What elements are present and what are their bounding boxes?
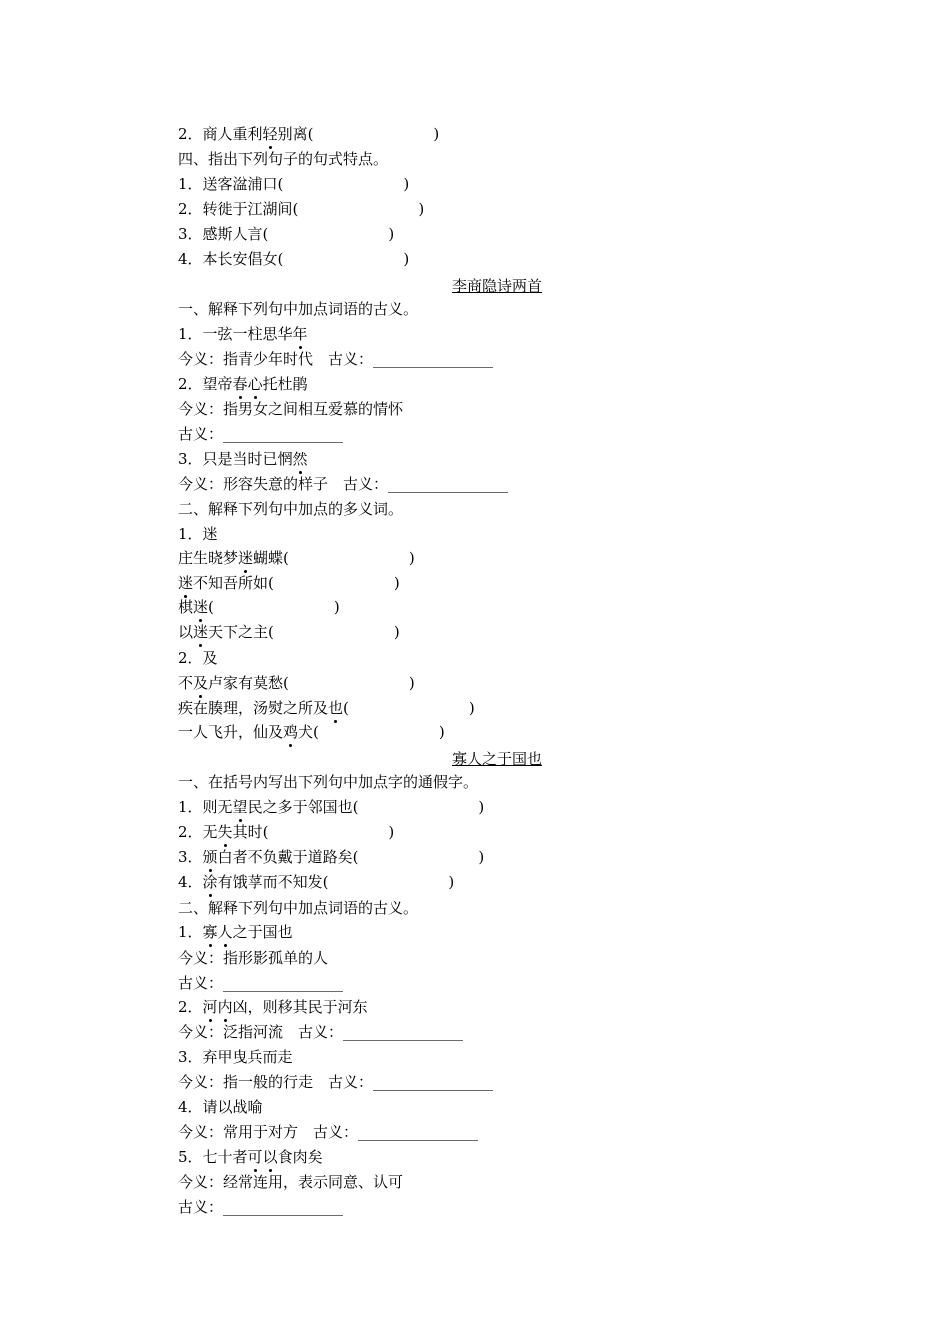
emphasis-dot-char: 然 bbox=[292, 450, 308, 468]
text-line: 四、指出下列句子的句式特点。 bbox=[178, 150, 389, 168]
text-line: 棋迷( ) bbox=[178, 598, 340, 616]
text-line: 1．寡人之于国也 bbox=[178, 923, 293, 941]
text-line: 古义：________________ bbox=[178, 425, 344, 443]
emphasis-dot-char: 迷 bbox=[238, 549, 254, 567]
emphasis-dot-char: 涂 bbox=[202, 873, 218, 891]
text-line: 2．无失其时( ) bbox=[178, 823, 395, 841]
emphasis-dot-char: 迷 bbox=[193, 598, 209, 616]
text-line: 今义：泛指河流 古义：________________ bbox=[178, 1023, 464, 1041]
text-line: 3．颁白者不负戴于道路矣( ) bbox=[178, 848, 485, 866]
text-line: 2．河内凶，则移其民于河东 bbox=[178, 998, 368, 1016]
text-line: 今义：指男女之间相互爱慕的情怀 bbox=[178, 400, 404, 418]
emphasis-dot-char: 也 bbox=[328, 699, 344, 717]
emphasis-dot-char: 迷 bbox=[178, 574, 194, 592]
text-line: 4．涂有饿莩而不知发( ) bbox=[178, 873, 455, 891]
text-line: 一、在括号内写出下列句中加点字的通假字。 bbox=[178, 773, 479, 791]
text-line: 今义：形容失意的样子 古义：________________ bbox=[178, 475, 509, 493]
emphasis-dot-char: 心 bbox=[247, 375, 263, 393]
emphasis-dot-char: 鸡 bbox=[283, 723, 299, 741]
text-line: 3．弃甲曳兵而走 bbox=[178, 1048, 293, 1066]
text-line: 1．迷 bbox=[178, 525, 218, 543]
text-line: 1．一弦一柱思华年 bbox=[178, 325, 308, 343]
emphasis-dot-char: 颁 bbox=[202, 848, 218, 866]
text-line: 2．商人重利轻别离( ) bbox=[178, 125, 440, 143]
text-line: 今义：指一般的行走 古义：________________ bbox=[178, 1073, 494, 1091]
text-line: 今义：指青少年时代 古义：________________ bbox=[178, 350, 494, 368]
text-line: 疾在腠理，汤熨之所及也( ) bbox=[178, 699, 475, 717]
emphasis-dot-char: 内 bbox=[217, 998, 233, 1016]
section-title: 李商隐诗两首 bbox=[451, 277, 542, 295]
emphasis-dot-char: 望 bbox=[232, 798, 248, 816]
text-line: 1．送客湓浦口( ) bbox=[178, 175, 410, 193]
section-title: 寡人之于国也 bbox=[451, 750, 542, 768]
text-line: 1．则无望民之多于邻国也( ) bbox=[178, 798, 485, 816]
emphasis-dot-char: 轻 bbox=[262, 125, 278, 143]
text-line: 2．望帝春心托杜鹃 bbox=[178, 375, 308, 393]
emphasis-dot-char: 失 bbox=[217, 823, 233, 841]
text-line: 3．感斯人言( ) bbox=[178, 225, 395, 243]
emphasis-dot-char: 可 bbox=[247, 1148, 263, 1166]
text-line: 一、解释下列句中加点词语的古义。 bbox=[178, 300, 419, 318]
emphasis-dot-char: 河 bbox=[202, 998, 218, 1016]
text-line: 4．本长安倡女( ) bbox=[178, 250, 410, 268]
text-line: 一人飞升，仙及鸡犬( ) bbox=[178, 723, 445, 741]
emphasis-dot-char: 春 bbox=[232, 375, 248, 393]
text-line: 古义：________________ bbox=[178, 974, 344, 992]
text-line: 5．七十者可以食肉矣 bbox=[178, 1148, 323, 1166]
text-line: 3．只是当时已惘然 bbox=[178, 450, 308, 468]
text-line: 以迷天下之主( ) bbox=[178, 623, 400, 641]
text-line: 古义：________________ bbox=[178, 1198, 344, 1216]
emphasis-dot-char: 人 bbox=[217, 923, 233, 941]
text-line: 今义：指形影孤单的人 bbox=[178, 949, 329, 967]
text-line: 迷不知吾所如( ) bbox=[178, 574, 400, 592]
text-line: 今义：经常连用，表示同意、认可 bbox=[178, 1173, 404, 1191]
text-line: 今义：常用于对方 古义：________________ bbox=[178, 1123, 479, 1141]
text-line: 二、解释下列句中加点词语的古义。 bbox=[178, 899, 419, 917]
emphasis-dot-char: 以 bbox=[262, 1148, 278, 1166]
text-line: 2．及 bbox=[178, 649, 218, 667]
text-line: 不及卢家有莫愁( ) bbox=[178, 674, 415, 692]
text-line: 2．转徙于江湖间( ) bbox=[178, 200, 425, 218]
emphasis-dot-char: 年 bbox=[292, 325, 308, 343]
text-line: 庄生晓梦迷蝴蝶( ) bbox=[178, 549, 415, 567]
emphasis-dot-char: 寡 bbox=[202, 923, 218, 941]
emphasis-dot-char: 及 bbox=[193, 674, 209, 692]
emphasis-dot-char: 迷 bbox=[193, 623, 209, 641]
text-line: 二、解释下列句中加点的多义词。 bbox=[178, 500, 404, 518]
text-line: 4．请以战喻 bbox=[178, 1098, 263, 1116]
